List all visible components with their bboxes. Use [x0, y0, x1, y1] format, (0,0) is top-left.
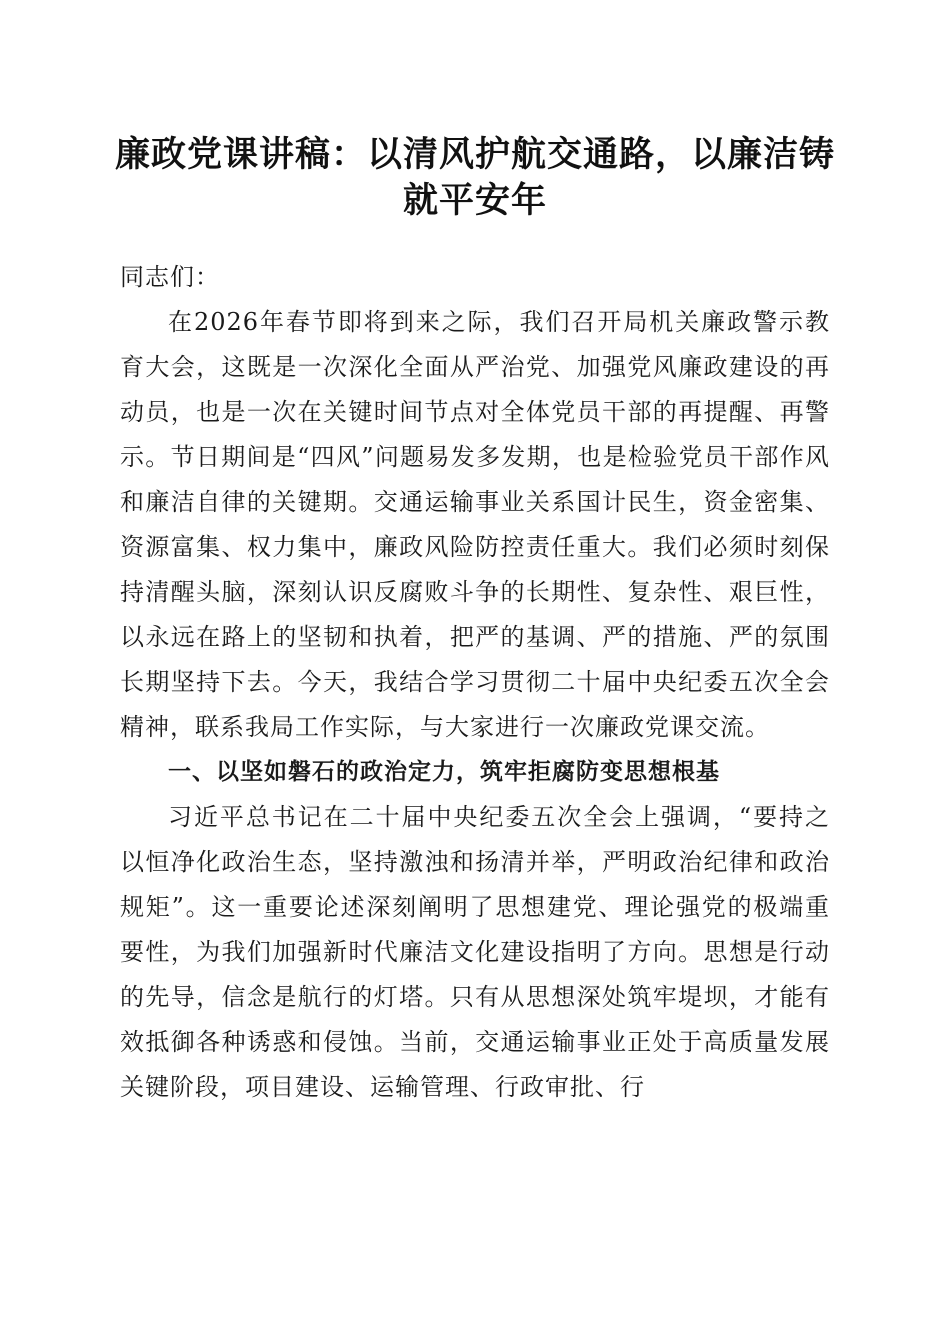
document-body — [120, 255, 830, 1110]
section-1-paragraph: 习近平总书记在二十届中央纪委五次全会上强调，“要持之以恒净化政治生态，坚持激浊和扬清并举，严明政治纪律和政治规矩”。这一重要论述深刻阐明了思想建党、理论强党的极端重要性，为我们加强新时代廉洁文化建设指明了方向。思想是行动的先导，信念是航行的灯塔。只有从思想深处筑牢堤坝，才能有效抵御各种诱惑和侵蚀。当前，交通运输事业正处于高质量发展关键阶段，项目建设、运输管理、行政审批、行 — [120, 803, 830, 1101]
salutation: 同志们： — [120, 263, 220, 291]
section-heading-1: 一、以坚如磐石的政治定力，筑牢拒腐防变思想根基 — [168, 759, 720, 785]
intro-paragraph: 在2026年春节即将到来之际，我们召开局机关廉政警示教育大会，这既是一次深化全面从严治党、加强党风廉政建设的再动员，也是一次在关键时间节点对全体党员干部的再提醒、再警示。节日期间是“四风”问题易发多发期，也是检验党员干部作风和廉洁自律的关键期。交通运输事业关系国计民生，资金密集、资源富集、权力集中，廉政风险防控责任重大。我们必须时刻保持清醒头脑，深刻认识反腐败斗争的长期性、复杂性、艰巨性，以永远在路上的坚韧和执着，把严的基调、严的措施、严的氛围长期坚持下去。今天，我结合学习贯彻二十届中央纪委五次全会精神，联系我局工作实际，与大家进行一次廉政党课交流。 — [120, 308, 830, 741]
document-title: 廉政党课讲稿：以清风护航交通路，以廉洁铸就平安年 — [114, 134, 835, 221]
